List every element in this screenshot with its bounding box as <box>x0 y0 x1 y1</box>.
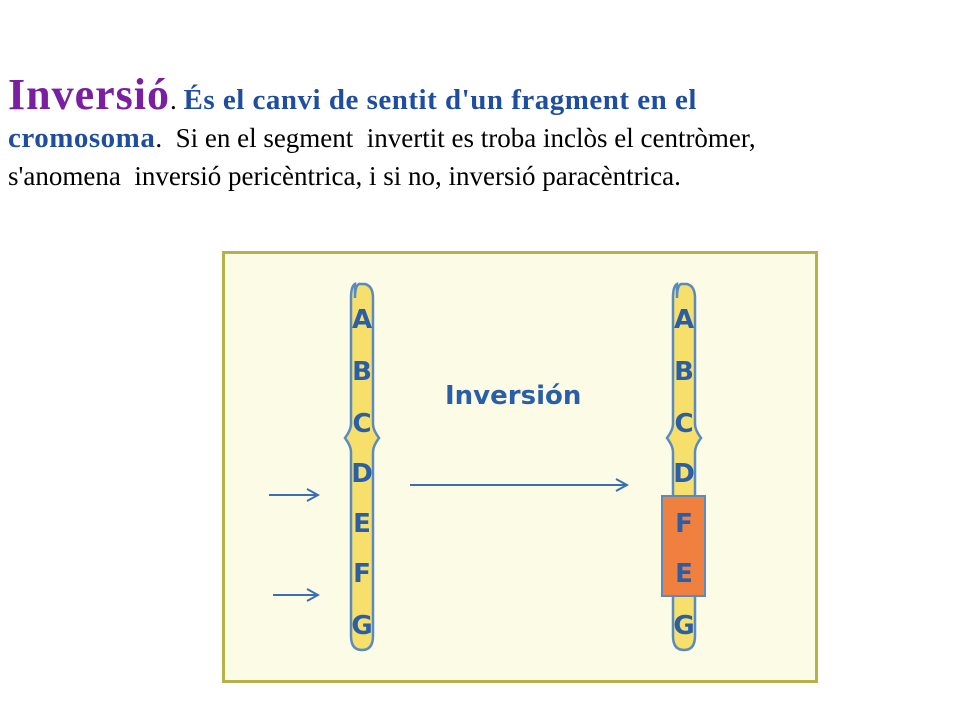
sentence-line-3: s'anomena inversió pericèntrica, i si no, inversió paracèntrica. <box>8 161 681 191</box>
definition-dot: . <box>155 123 163 153</box>
definition-part-1: És el canvi de sentit d'un fragment en el <box>183 84 697 116</box>
inverted-gene-g: G <box>673 611 695 641</box>
original-gene-e: E <box>353 509 371 539</box>
original-gene-f: F <box>353 559 371 589</box>
original-chromosome <box>345 284 379 650</box>
inverted-gene-a: A <box>673 305 695 335</box>
original-gene-c: C <box>352 409 372 439</box>
inverted-chromosome <box>662 284 705 650</box>
title-term: Inversió <box>8 70 170 119</box>
inverted-gene-d: D <box>673 459 695 489</box>
inversion-label: Inversión <box>445 381 582 411</box>
title-dot: . <box>170 85 177 115</box>
original-gene-b: B <box>352 357 372 387</box>
inverted-gene-f: F <box>675 509 693 539</box>
original-gene-a: A <box>351 305 373 335</box>
original-gene-g: G <box>351 611 373 641</box>
diagram-canvas <box>225 254 815 680</box>
description-text <box>8 70 948 195</box>
original-gene-d: D <box>351 459 373 489</box>
inverted-gene-e: E <box>675 559 693 589</box>
inverted-gene-c: C <box>674 409 694 439</box>
inversion-diagram <box>222 251 818 683</box>
text-line-3 <box>8 157 948 195</box>
text-line-2 <box>8 119 948 157</box>
inverted-gene-b: B <box>674 357 694 387</box>
definition-part-2: cromosoma <box>8 122 156 154</box>
text-line-1 <box>8 70 948 119</box>
sentence-line-2: Si en el segment invertit es troba inclòs el centròmer, <box>175 123 756 153</box>
